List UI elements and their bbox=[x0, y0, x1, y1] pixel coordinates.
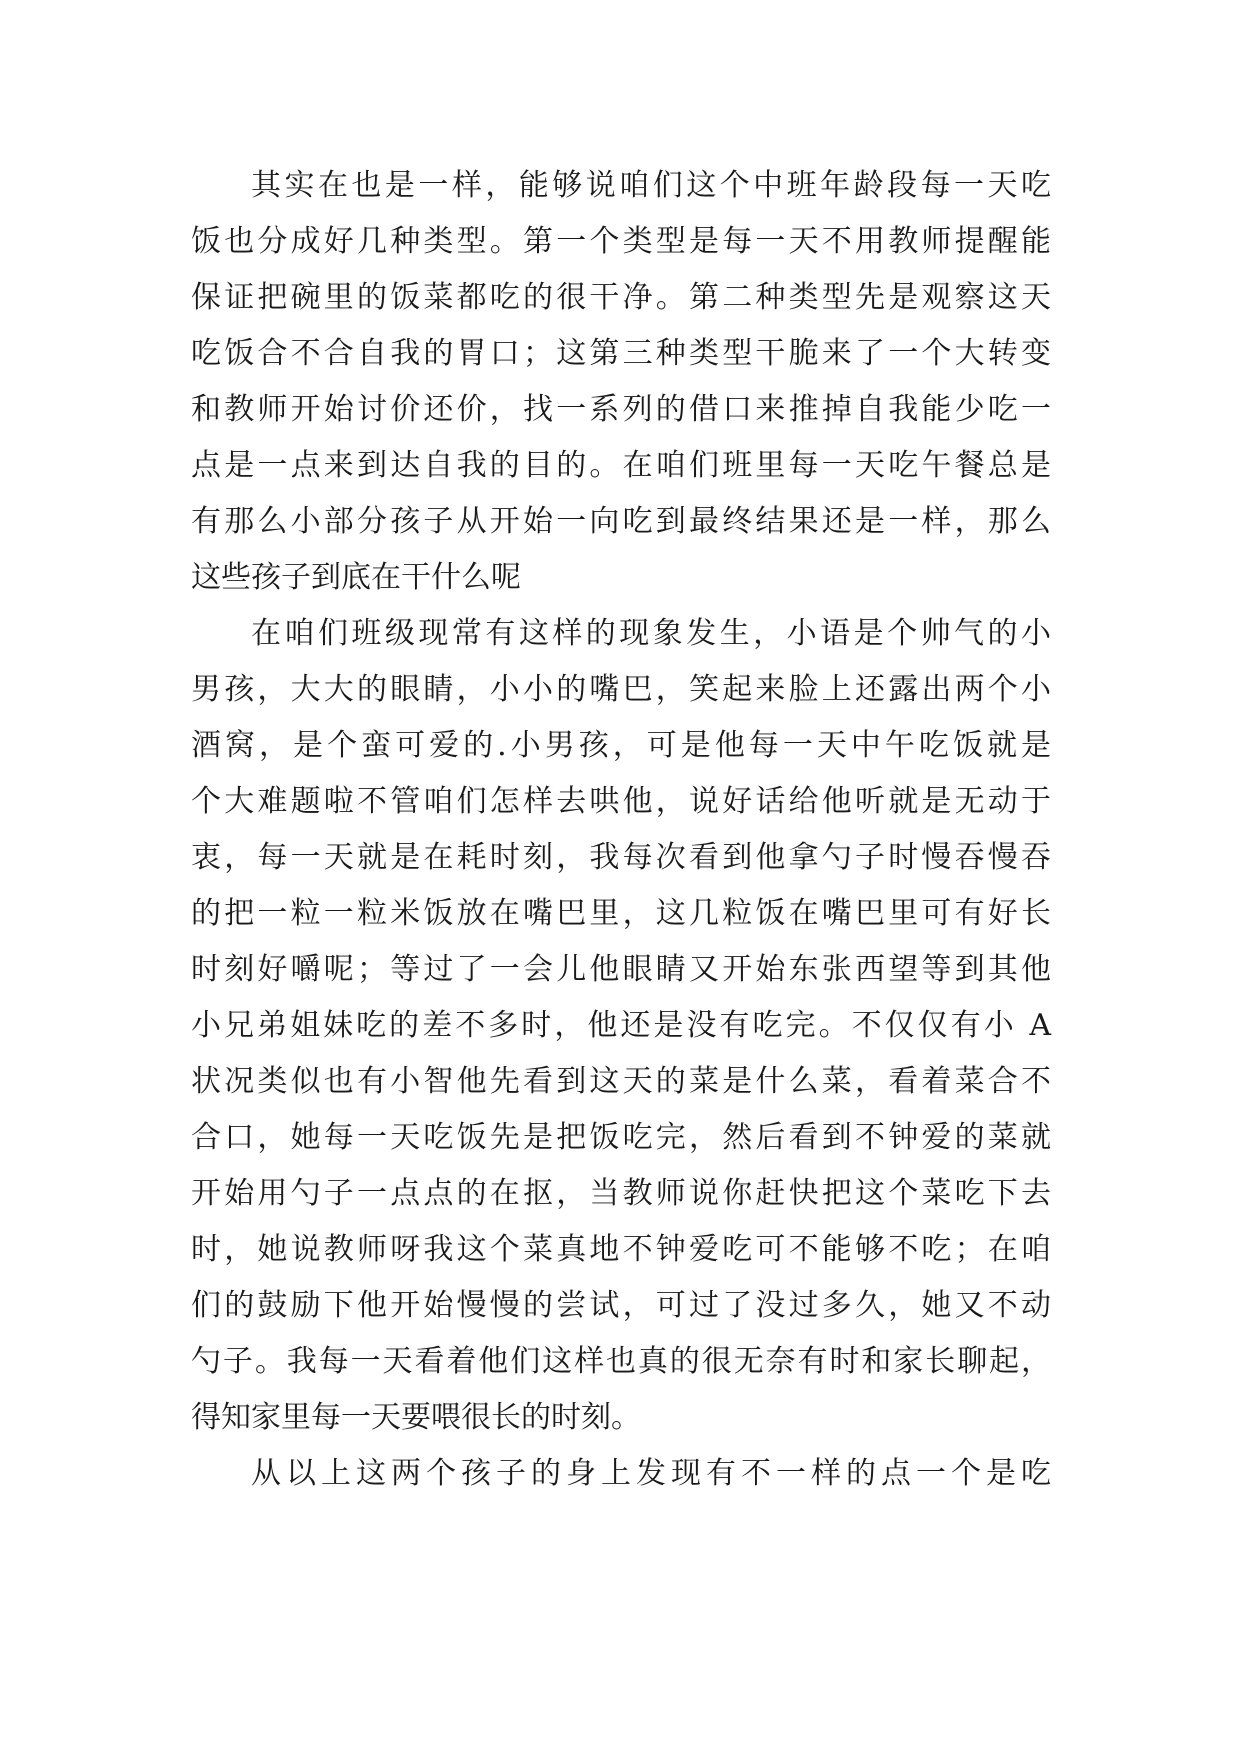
text-line: 和教师开始讨价还价，找一系列的借口来推掉自我能少吃一 bbox=[191, 392, 1051, 427]
text-line: 开始用勺子一点点的在抠，当教师说你赶快把这个菜吃下去 bbox=[191, 1176, 1051, 1211]
text-line: 在咱们班级现常有这样的现象发生，小语是个帅气的小 bbox=[251, 616, 1051, 651]
document-body bbox=[191, 158, 1051, 1502]
text-line: 这些孩子到底在干什么呢 bbox=[191, 560, 521, 595]
text-line: 衷，每一天就是在耗时刻，我每次看到他拿勺子时慢吞慢吞 bbox=[191, 840, 1051, 875]
text-line: 得知家里每一天要喂很长的时刻。 bbox=[191, 1400, 641, 1435]
text-line: 时刻好嚼呢；等过了一会儿他眼睛又开始东张西望等到其他 bbox=[191, 952, 1051, 987]
text-line: 从以上这两个孩子的身上发现有不一样的点一个是吃 bbox=[251, 1456, 1051, 1491]
text-line: 吃饭合不合自我的胃口；这第三种类型干脆来了一个大转变 bbox=[191, 336, 1051, 371]
text-line: 其实在也是一样，能够说咱们这个中班年龄段每一天吃 bbox=[251, 168, 1051, 203]
text-line: 时，她说教师呀我这个菜真地不钟爱吃可不能够不吃；在咱 bbox=[191, 1232, 1051, 1267]
text-line: 小兄弟姐妹吃的差不多时，他还是没有吃完。不仅仅有小 A bbox=[191, 1008, 1051, 1043]
text-line: 点是一点来到达自我的目的。在咱们班里每一天吃午餐总是 bbox=[191, 448, 1051, 483]
paragraph-2 bbox=[191, 606, 1051, 1446]
text-line: 个大难题啦不管咱们怎样去哄他，说好话给他听就是无动于 bbox=[191, 784, 1051, 819]
text-line: 饭也分成好几种类型。第一个类型是每一天不用教师提醒能 bbox=[191, 224, 1051, 259]
text-line: 勺子。我每一天看着他们这样也真的很无奈有时和家长聊起， bbox=[191, 1344, 1051, 1379]
text-line: 保证把碗里的饭菜都吃的很干净。第二种类型先是观察这天 bbox=[191, 280, 1051, 315]
text-line: 酒窝，是个蛮可爱的.小男孩，可是他每一天中午吃饭就是 bbox=[191, 728, 1051, 763]
text-line: 合口，她每一天吃饭先是把饭吃完，然后看到不钟爱的菜就 bbox=[191, 1120, 1051, 1155]
text-line: 有那么小部分孩子从开始一向吃到最终结果还是一样，那么 bbox=[191, 504, 1051, 539]
text-line: 状况类似也有小智他先看到这天的菜是什么菜，看着菜合不 bbox=[191, 1064, 1051, 1099]
paragraph-1 bbox=[191, 158, 1051, 606]
text-line: 们的鼓励下他开始慢慢的尝试，可过了没过多久，她又不动 bbox=[191, 1288, 1051, 1323]
text-line: 男孩，大大的眼睛，小小的嘴巴，笑起来脸上还露出两个小 bbox=[191, 672, 1051, 707]
text-line: 的把一粒一粒米饭放在嘴巴里，这几粒饭在嘴巴里可有好长 bbox=[191, 896, 1051, 931]
paragraph-3 bbox=[191, 1446, 1051, 1502]
